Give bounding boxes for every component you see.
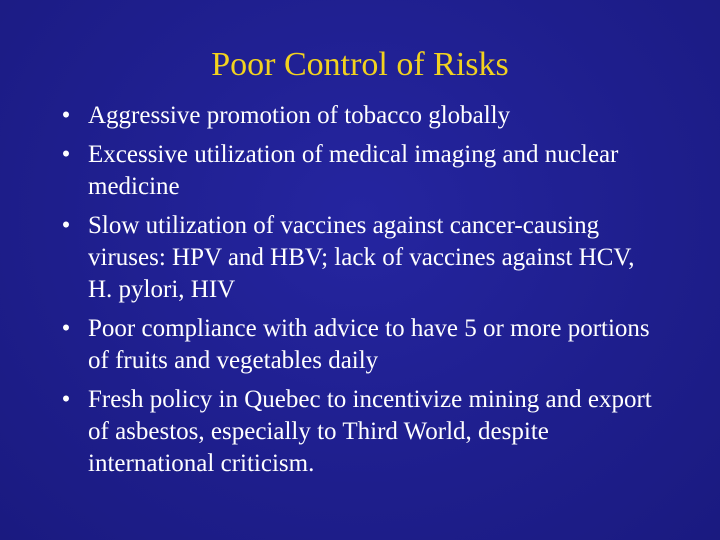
bullet-item-vaccines [58,210,658,306]
bullet-icon: • [61,141,71,168]
bullet-icon: • [61,102,71,129]
bullet-icon: • [61,212,71,239]
bullet-item-asbestos [58,384,658,480]
bullet-icon: • [61,386,71,413]
bullet-text: Slow utilization of vaccines against cancer-causing viruses: HPV and HBV; lack of vaccines against HCV, H. pylori, HIV [88,212,635,303]
bullet-text: Poor compliance with advice to have 5 or more portions of fruits and vegetables daily [88,315,650,374]
bullet-text: Fresh policy in Quebec to incentivize mining and export of asbestos, especially to Third World, despite international criticism. [88,386,652,477]
bullet-item-fruits-vegetables [58,313,658,377]
slide-title: Poor Control of Risks [211,46,509,83]
bullet-item-tobacco [58,100,658,132]
bullet-list [58,100,658,487]
bullet-item-imaging [58,139,658,203]
bullet-text: Aggressive promotion of tobacco globally [88,102,511,129]
bullet-icon: • [61,315,71,342]
bullet-text: Excessive utilization of medical imaging and nuclear medicine [88,141,619,200]
